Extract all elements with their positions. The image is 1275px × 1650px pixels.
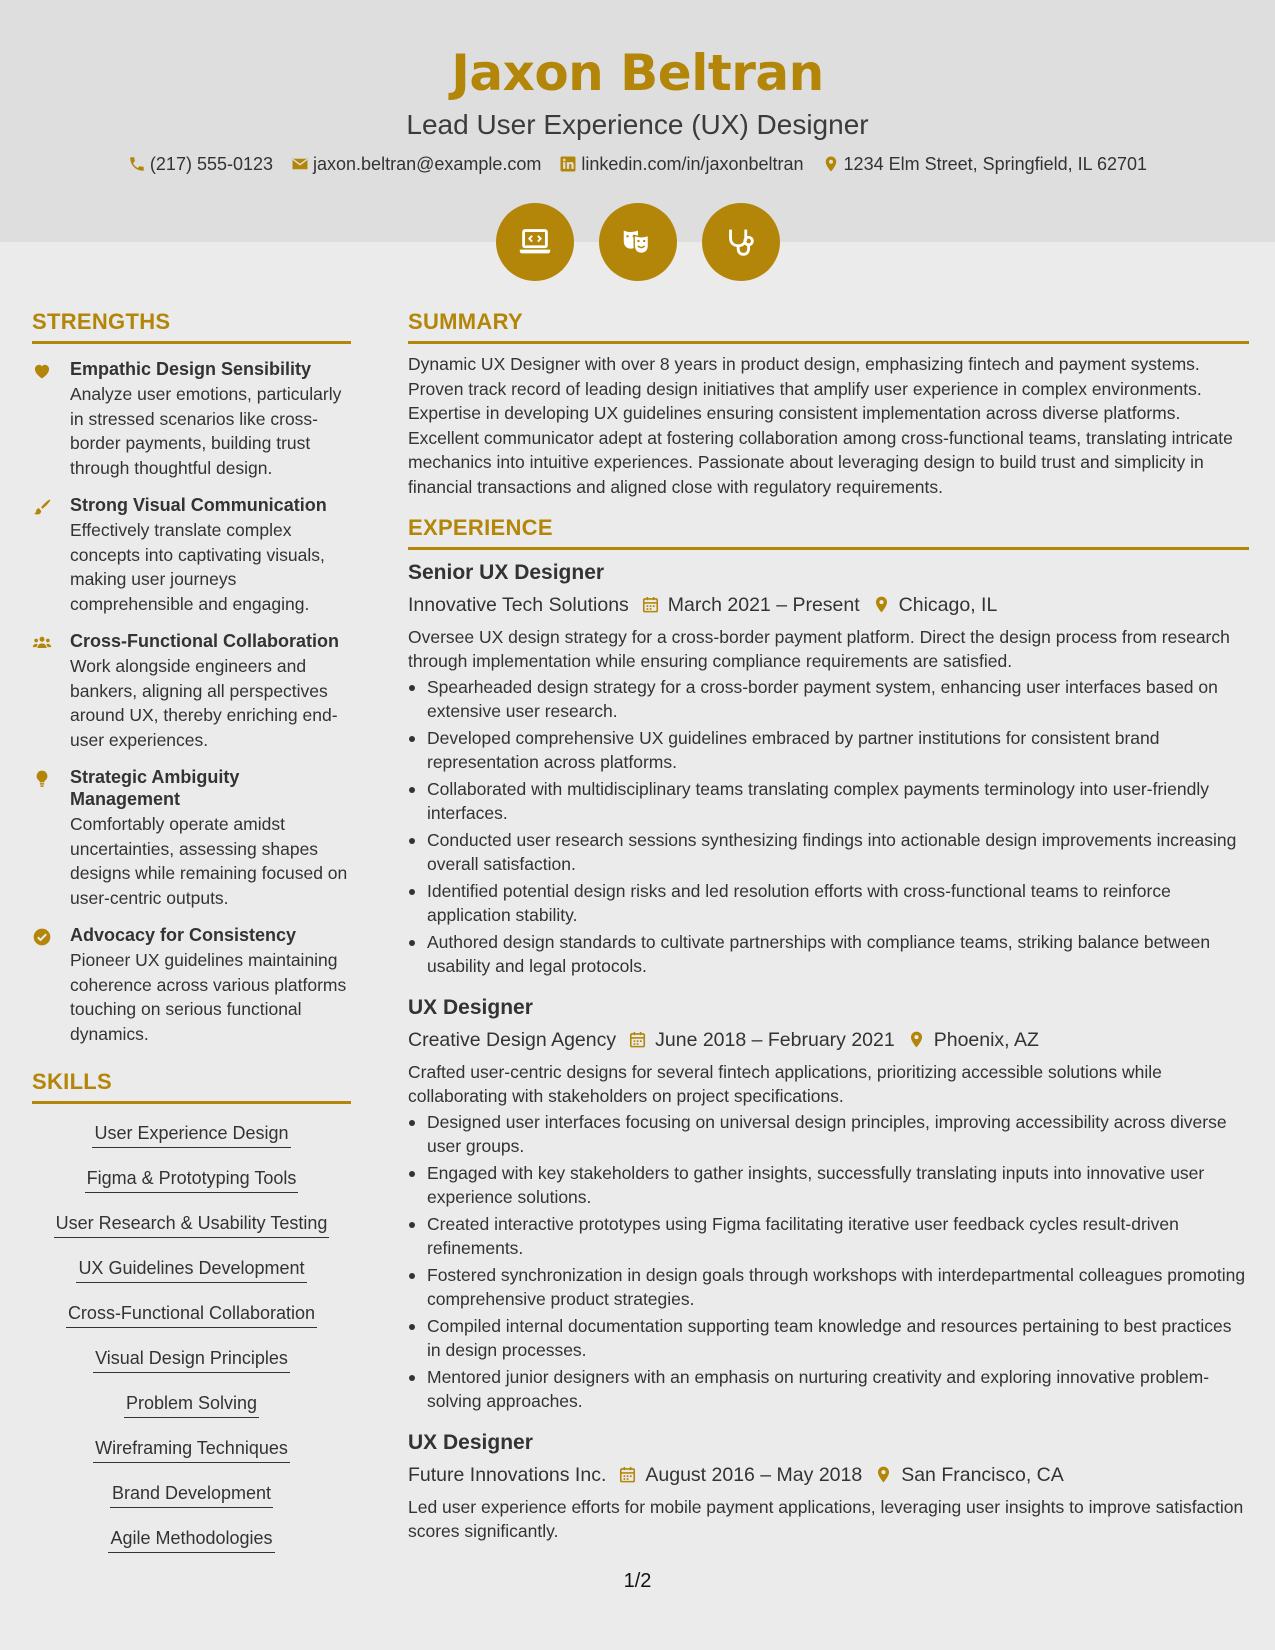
job-meta	[408, 1460, 1249, 1490]
map-pin-icon	[872, 595, 891, 614]
list-item: Spearheaded design strategy for a cross-border payment system, enhancing user interfaces based on extensive user research.	[408, 675, 1249, 724]
theater-masks-icon	[619, 223, 657, 261]
strength-desc: Analyze user emotions, particularly in stressed scenarios like cross-border payments, building trust through thoughtful design.	[70, 384, 342, 478]
strength-item	[32, 630, 351, 752]
skill-tag: Problem Solving	[124, 1391, 259, 1418]
badge-stethoscope	[702, 203, 780, 281]
map-pin-icon	[822, 155, 840, 173]
map-pin-icon	[907, 1030, 926, 1049]
job-role: Senior UX Designer	[408, 560, 605, 584]
right-column	[408, 308, 1249, 1544]
strengths-heading: STRENGTHS	[32, 308, 351, 344]
strength-title: Cross-Functional Collaboration	[70, 631, 340, 651]
page-number: 1/2	[623, 1570, 652, 1592]
job-company: Innovative Tech Solutions	[408, 593, 629, 616]
job-company: Future Innovations Inc.	[408, 1463, 607, 1486]
job-location: San Francisco, CA	[901, 1463, 1064, 1486]
strength-title: Empathic Design Sensibility	[70, 359, 312, 379]
job-entry	[408, 993, 1249, 1414]
envelope-icon	[291, 155, 309, 173]
job-role: UX Designer	[408, 995, 533, 1019]
contact-linkedin[interactable]	[559, 152, 803, 176]
job-dates: March 2021 – Present	[667, 593, 860, 616]
job-company: Creative Design Agency	[408, 1028, 617, 1051]
list-item: Authored design standards to cultivate partnerships with compliance teams, striking balance between usability and legal protocols.	[408, 930, 1249, 979]
paintbrush-icon	[32, 497, 52, 517]
candidate-name: Jaxon Beltran	[451, 44, 824, 102]
list-item: Engaged with key stakeholders to gather insights, successfully translating inputs into innovative user experience solutions.	[408, 1161, 1249, 1210]
list-item: Fostered synchronization in design goals through workshops with interdepartmental colleagues promoting comprehensive product strategies.	[408, 1263, 1249, 1312]
contact-bar	[0, 152, 1275, 176]
heart-icon	[32, 361, 52, 381]
list-item: Compiled internal documentation supporting team knowledge and resources pertaining to best practices in design processes.	[408, 1314, 1249, 1363]
job-entry	[408, 1428, 1249, 1544]
strength-item	[32, 494, 351, 616]
phone-icon	[128, 155, 146, 173]
users-icon	[32, 633, 52, 653]
list-item: Created interactive prototypes using Figma facilitating iterative user feedback cycles result-driven refinements.	[408, 1212, 1249, 1261]
list-item: Developed comprehensive UX guidelines embraced by partner institutions for consistent brand representation across platforms.	[408, 726, 1249, 775]
summary-heading: SUMMARY	[408, 308, 1249, 344]
job-description: Led user experience efforts for mobile payment applications, leveraging user insights to improve satisfaction scores significantly.	[408, 1496, 1244, 1542]
skill-tag: Brand Development	[110, 1481, 273, 1508]
skill-tag: Wireframing Techniques	[93, 1436, 290, 1463]
job-role: UX Designer	[408, 1430, 533, 1454]
list-item: Mentored junior designers with an emphasis on nurturing creativity and exploring innovative problem-solving approaches.	[408, 1365, 1249, 1414]
list-item: Collaborated with multidisciplinary teams translating complex payments terminology into user-friendly interfaces.	[408, 777, 1249, 826]
strength-desc: Comfortably operate amidst uncertainties, assessing shapes designs while remaining focused on user-centric outputs.	[70, 814, 348, 908]
contact-address	[822, 152, 1148, 176]
experience-heading: EXPERIENCE	[408, 514, 1249, 550]
map-pin-icon	[874, 1465, 893, 1484]
skill-tag: Visual Design Principles	[93, 1346, 290, 1373]
job-bullets	[408, 1110, 1249, 1414]
skill-tag: UX Guidelines Development	[76, 1256, 306, 1283]
stethoscope-icon	[722, 223, 760, 261]
skills-list	[32, 1112, 351, 1562]
check-circle-icon	[32, 927, 52, 947]
strength-item	[32, 766, 351, 910]
job-entry	[408, 558, 1249, 979]
strength-desc: Pioneer UX guidelines maintaining coherence across various platforms touching on serious functional dynamics.	[70, 950, 347, 1044]
strength-item	[32, 924, 351, 1046]
laptop-code-icon	[516, 223, 554, 261]
job-bullets	[408, 675, 1249, 979]
job-description: Oversee UX design strategy for a cross-border payment platform. Direct the design process from research through implementation while ensuring compliance requirements are satisfied.	[408, 626, 1230, 672]
job-description: Crafted user-centric designs for several fintech applications, prioritizing accessible solutions while collaborating with stakeholders on project specifications.	[408, 1061, 1162, 1107]
calendar-icon	[641, 595, 660, 614]
phone-text: (217) 555-0123	[149, 154, 274, 174]
badge-masks	[599, 203, 677, 281]
job-dates: August 2016 – May 2018	[645, 1463, 863, 1486]
strength-desc: Effectively translate complex concepts into captivating visuals, making user journeys comprehensible and engaging.	[70, 520, 325, 614]
strength-title: Advocacy for Consistency	[70, 925, 297, 945]
skills-heading: SKILLS	[32, 1068, 351, 1104]
linkedin-text: linkedin.com/in/jaxonbeltran	[581, 154, 804, 174]
job-dates: June 2018 – February 2021	[655, 1028, 895, 1051]
job-meta	[408, 590, 1249, 620]
skill-tag: Cross-Functional Collaboration	[66, 1301, 317, 1328]
strength-title: Strong Visual Communication	[70, 495, 327, 515]
list-item: Identified potential design risks and led resolution efforts with cross-functional teams to reinforce application stability.	[408, 879, 1249, 928]
skill-tag: Figma & Prototyping Tools	[85, 1166, 299, 1193]
left-column	[32, 308, 351, 1562]
skill-tag: Agile Methodologies	[108, 1526, 274, 1553]
contact-email[interactable]	[291, 152, 541, 176]
contact-phone[interactable]	[128, 152, 273, 176]
strength-title: Strategic Ambiguity Management	[70, 767, 240, 809]
strength-desc: Work alongside engineers and bankers, aligning all perspectives around UX, thereby enriching end-user experiences.	[70, 656, 338, 750]
address-text: 1234 Elm Street, Springfield, IL 62701	[843, 154, 1148, 174]
summary-text: Dynamic UX Designer with over 8 years in product design, emphasizing fintech and payment systems. Proven track record of leading design initiatives that amplify user experience in complex environments. Expertise in developing UX guidelines ensuring consistent implementation across diverse platforms. Excellent communicator adept at fostering collaboration among cross-functional teams, translating intricate mechanics into intuitive experiences. Passionate about leveraging design to build trust and simplicity in financial transactions and aligned close with regulatory requirements.	[408, 354, 1233, 497]
job-title: Lead User Experience (UX) Designer	[406, 109, 869, 140]
lightbulb-icon	[32, 769, 52, 789]
job-meta	[408, 1025, 1249, 1055]
calendar-icon	[618, 1465, 637, 1484]
job-location: Phoenix, AZ	[933, 1028, 1039, 1051]
calendar-icon	[628, 1030, 647, 1049]
email-text: jaxon.beltran@example.com	[313, 154, 542, 174]
strength-item	[32, 358, 351, 480]
skill-tag: User Experience Design	[92, 1121, 290, 1148]
skill-tag: User Research & Usability Testing	[54, 1211, 330, 1238]
list-item: Conducted user research sessions synthesizing findings into actionable design improvements increasing overall satisfaction.	[408, 828, 1249, 877]
interest-badges	[0, 203, 1275, 281]
badge-laptop	[496, 203, 574, 281]
linkedin-icon	[559, 155, 577, 173]
list-item: Designed user interfaces focusing on universal design principles, improving accessibility across diverse user groups.	[408, 1110, 1249, 1159]
job-location: Chicago, IL	[898, 593, 998, 616]
